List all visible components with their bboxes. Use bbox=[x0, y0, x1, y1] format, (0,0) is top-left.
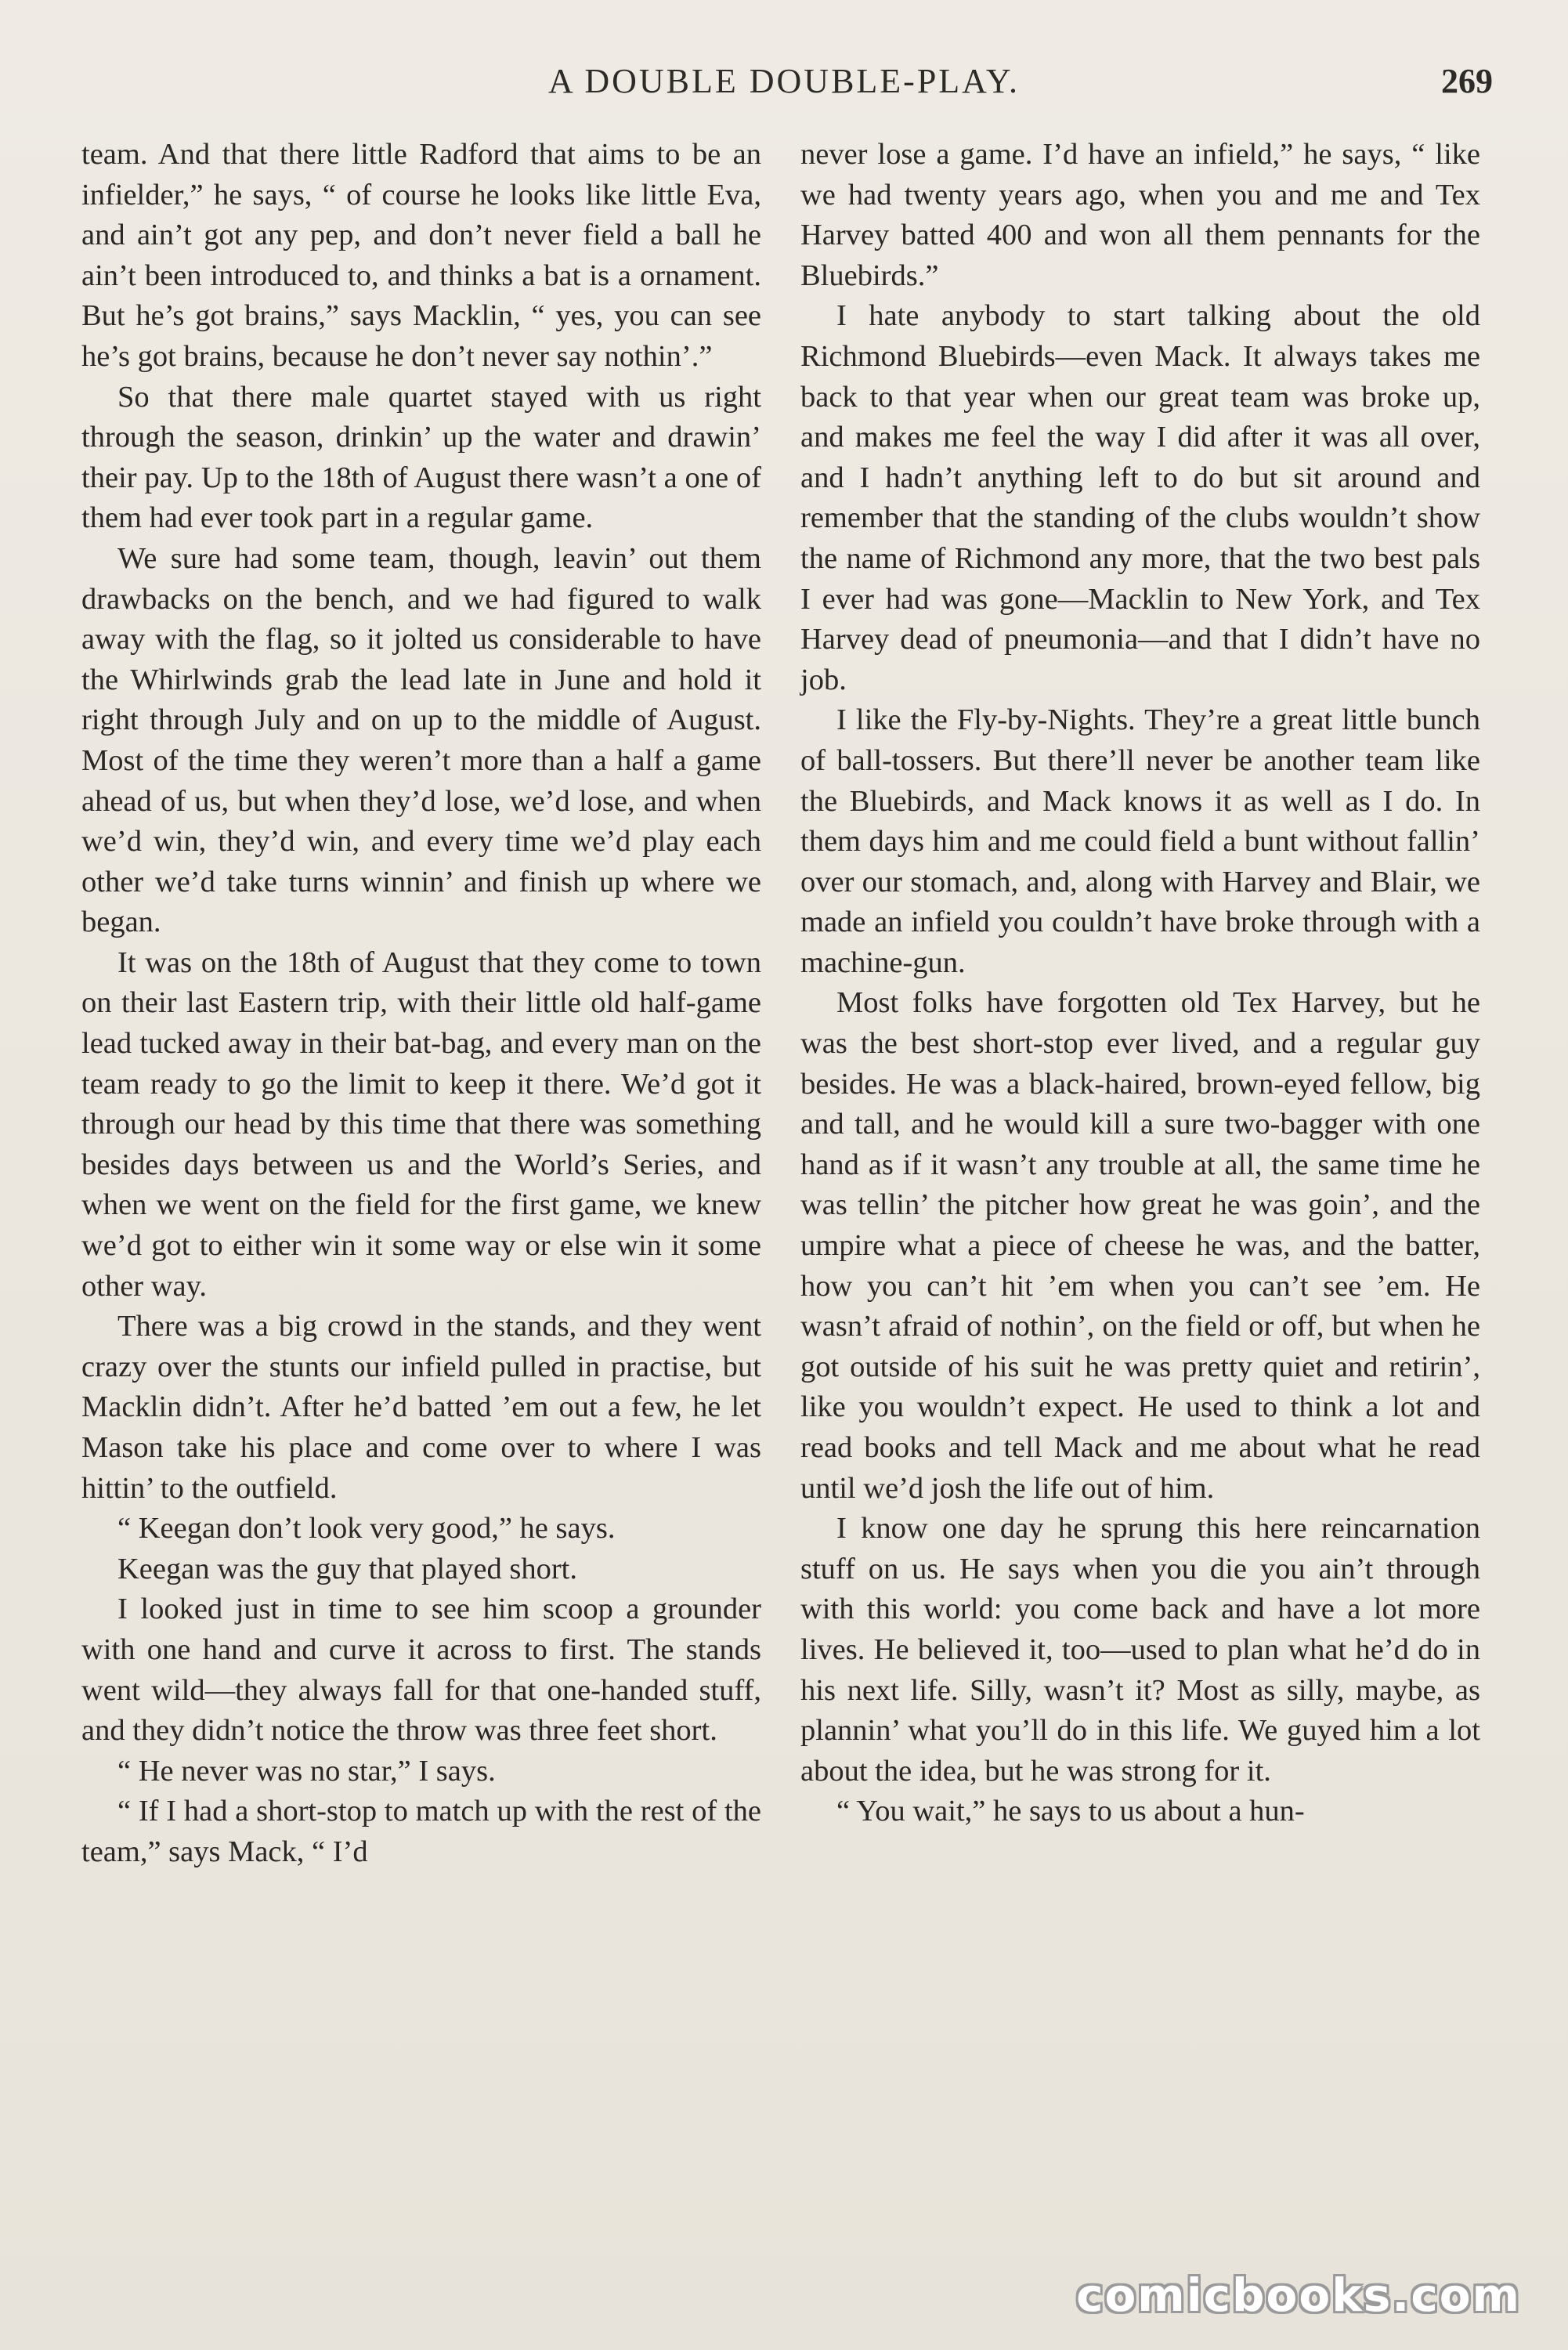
paragraph: I hate anybody to start talking about the old Richmond Bluebirds—even Mack. It always takes me back to that year when our great team was broke up, and makes me feel the way I did after it was all over, and I hadn’t anything left to do but sit around and remember that the standing of the clubs wouldn’t show the name of Richmond any more, that the two best pals I ever had was gone—Macklin to New York, and Tex Harvey dead of pneumonia—and that I didn’t have no job. bbox=[800, 299, 1480, 696]
paragraph: It was on the 18th of August that they come to town on their last Eastern trip, with their little old half-game lead tucked away in their bat-bag, and every man on the team ready to go the limit to keep it there. We’d got it through our head by this time that there was something besides days between us and the World’s Series, and when we went on the field for the first game, we knew we’d got to either win it some way or else win it some other way. bbox=[81, 945, 761, 1303]
paragraph: team. And that there little Radford that aims to be an infielder,” he says, “ of course he looks like little Eva, and ain’t got any pep, and don’t never field a ball he ain’t been introduced to, and thinks a bat is a ornament. But he’s got brains,” says Macklin, “ yes, you can see he’s got brains, because he don’t never say nothin’.” bbox=[81, 138, 761, 373]
paragraph: “ If I had a short-stop to match up with the rest of the team,” says Mack, “ I’d bbox=[81, 1795, 761, 1868]
paragraph: There was a big crowd in the stands, and they went crazy over the stunts our infield pulled in practise, but Macklin didn’t. After he’d batted ’em out a few, he let Mason take his place and come over to where I was hittin’ to the outfield. bbox=[81, 1310, 761, 1505]
paragraph: Most folks have forgotten old Tex Harvey, but he was the best short-stop ever lived, and a regular guy besides. He was a black-haired, brown-eyed fellow, big and tall, and he would kill a sure two-bagger with one hand as if it wasn’t any trouble at all, the same time he was tellin’ the pitcher how great he was goin’, and the umpire what a piece of cheese he was, and the batter, how you can’t hit ’em when you can’t see ’em. He wasn’t afraid of nothin’, on the field or off, but when he got outside of his suit he was pretty quiet and retirin’, like you wouldn’t expect. He used to think a lot and read books and tell Mack and me about what he read until we’d josh the life out of him. bbox=[800, 986, 1480, 1505]
site-watermark: comicbooks.com bbox=[1076, 2269, 1521, 2322]
paragraph: “ He never was no star,” I says. bbox=[117, 1754, 496, 1788]
text-column-left bbox=[81, 135, 761, 1873]
paragraph: We sure had some team, though, leavin’ out them drawbacks on the bench, and we had figured to walk away with the flag, so it jolted us considerable to have the Whirlwinds grab the lead late in June and hold it right through July and on up to the middle of August. Most of the time they weren’t more than a half a game ahead of us, but when they’d lose, we’d lose, and when we’d win, they’d win, and every time we’d play each other we’d take turns winnin’ and finish up where we began. bbox=[81, 541, 761, 939]
paragraph: I like the Fly-by-Nights. They’re a great little bunch of ball-tossers. But there’ll never be another team like the Bluebirds, and Mack knows it as well as I do. In them days him and me could field a bunt without fallin’ over our stomach, and, along with Harvey and Blair, we made an infield you couldn’t have broke through with a machine-gun. bbox=[800, 703, 1480, 979]
running-title: A DOUBLE DOUBLE-PLAY. bbox=[547, 62, 1021, 100]
paragraph: I looked just in time to see him scoop a grounder with one hand and curve it across to first. The stands went wild—they always fall for that one-handed stuff, and they didn’t notice the throw was three feet short. bbox=[81, 1593, 761, 1748]
paragraph: “ You wait,” he says to us about a hun- bbox=[836, 1795, 1305, 1828]
page-number: 269 bbox=[1441, 62, 1493, 100]
running-header bbox=[0, 61, 1568, 116]
text-column-right bbox=[800, 135, 1480, 1832]
paragraph: Keegan was the guy that played short. bbox=[117, 1552, 577, 1585]
paragraph: So that there male quartet stayed with us right through the season, drinkin’ up the water and drawin’ their pay. Up to the 18th of August there wasn’t a one of them had ever took part in a regular game. bbox=[81, 380, 761, 535]
paragraph: “ Keegan don’t look very good,” he says. bbox=[117, 1512, 616, 1546]
paragraph: never lose a game. I’d have an infield,” he says, “ like we had twenty years ago, when you and me and Tex Harvey batted 400 and won all them pennants for the Bluebirds.” bbox=[800, 138, 1480, 292]
paragraph: I know one day he sprung this here reincarnation stuff on us. He says when you die you ain’t through with this world: you come back and have a lot more lives. He believed it, too—used to plan what he’d do in his next life. Silly, wasn’t it? Most as silly, maybe, as plannin’ what you’ll do in this life. We guyed him a lot about the idea, but he was strong for it. bbox=[800, 1512, 1480, 1788]
